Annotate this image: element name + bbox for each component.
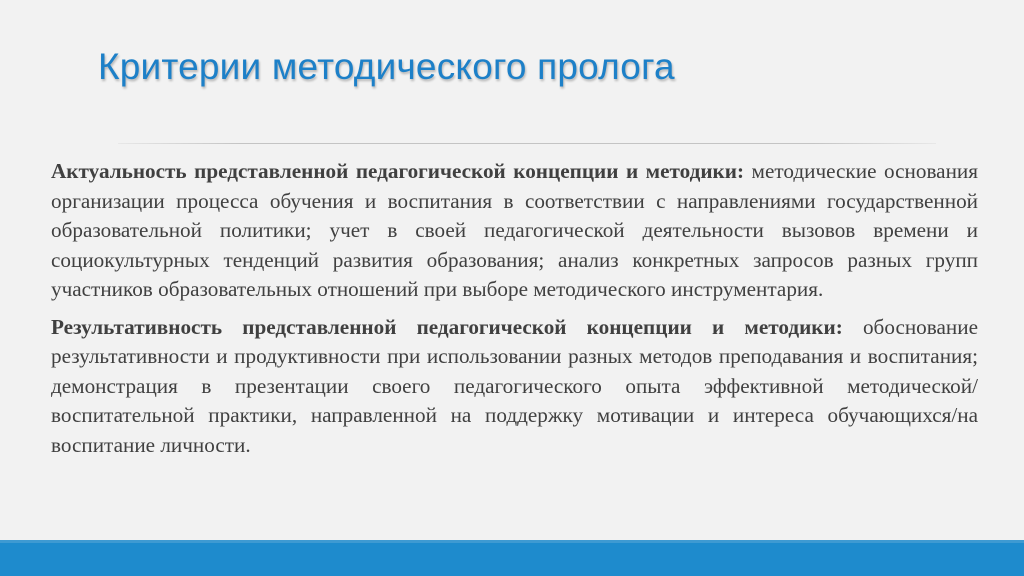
- title-divider: [118, 143, 936, 144]
- criterion-relevance-heading: Актуальность представленной педагогической концепции и методики:: [51, 159, 745, 183]
- criterion-relevance-text: методические основания организации процесса обучения и воспитания в соответствии с направлениями государственной образовательной политики; учет в своей педагогической деятельности вызовов времени и социокультурных тенденций развития образования; анализ конкретных запросов разных групп участников образовательных отношений при выборе методического инструментария.: [51, 159, 978, 301]
- slide-title: Критерии методического пролога: [98, 46, 675, 87]
- criterion-relevance: [51, 157, 978, 305]
- criterion-effectiveness-heading: Результативность представленной педагогической концепции и методики:: [51, 314, 843, 339]
- criterion-effectiveness: [51, 313, 978, 461]
- footer-accent-bar: [0, 543, 1024, 576]
- slide-body: [51, 157, 978, 468]
- criterion-effectiveness-text: обоснование результативности и продуктивности при использовании разных методов преподавания и воспитания; демонстрация в презентации своего педагогического опыта эффективной методической/воспитательной практики, направленной на поддержку мотивации и интереса обучающихся/на воспитание личности.: [51, 314, 978, 457]
